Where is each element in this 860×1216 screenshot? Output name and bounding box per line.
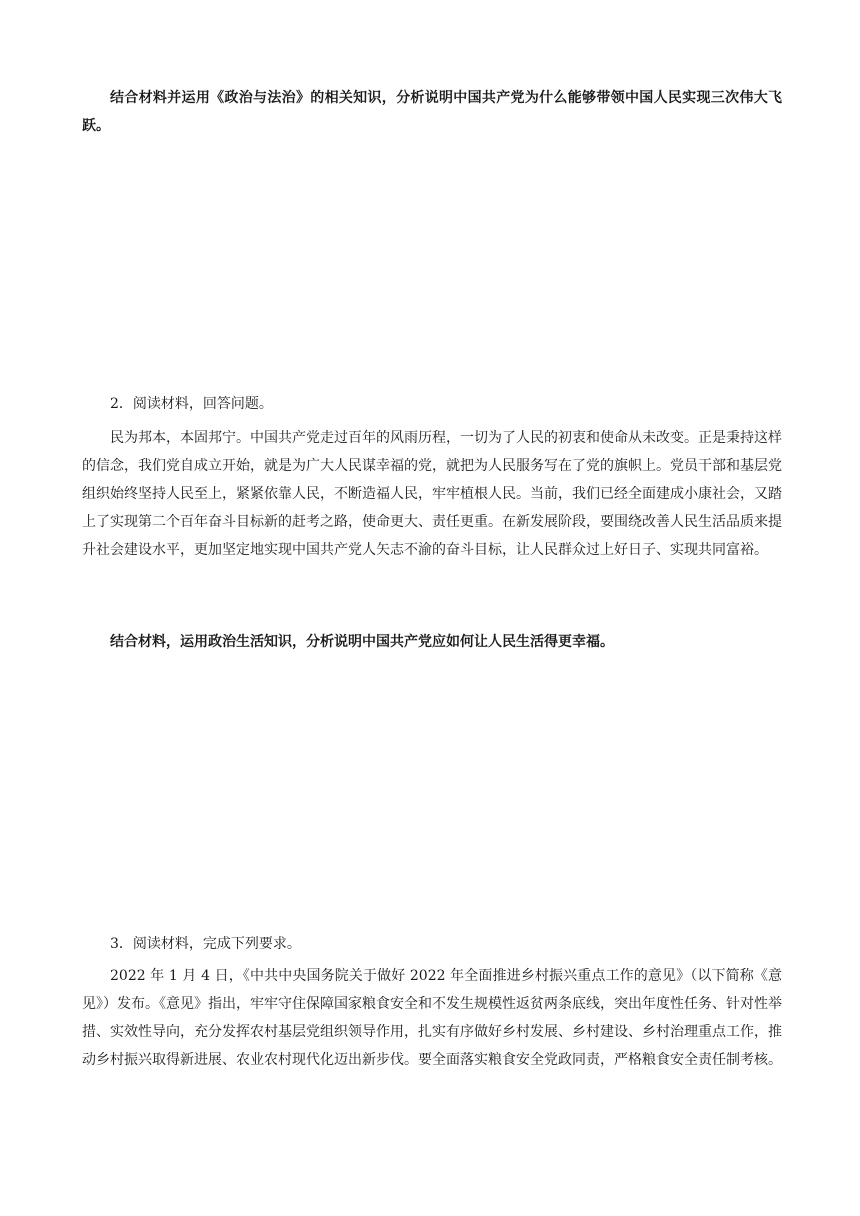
document-page <box>82 0 782 1216</box>
question-3-header: 3．阅读材料，完成下列要求。 <box>110 936 301 952</box>
question-2-material: 民为邦本，本固邦宁。中国共产党走过百年的风雨历程，一切为了人民的初衷和使命从未改变。正是秉持这样的信念，我们党自成立开始，就是为广大人民谋幸福的党，就把为人民服务写在了党的旗帜上。党员干部和基层党组织始终坚持人民至上，紧紧依靠人民，不断造福人民，牢牢植根人民。当前，我们已经全面建成小康社会，又踏上了实现第二个百年奋斗目标新的赶考之路，使命更大、责任更重。在新发展阶段，要围绕改善人民生活品质来提升社会建设水平，更加坚定地实现中国共产党人矢志不渝的奋斗目标，让人民群众过上好日子、实现共同富裕。 <box>82 430 782 558</box>
question-3-material: 2022 年 1 月 4 日，《中共中央国务院关于做好 2022 年全面推进乡村振兴重点工作的意见》（以下简称《意见》）发布。《意见》指出，牢牢守住保障国家粮食安全和不发生规模性返贫两条底线，突出年度性任务、针对性举措、实效性导向，充分发挥农村基层党组织领导作用，扎实有序做好乡村发展、乡村建设、乡村治理重点工作，推动乡村振兴取得新进展、农业农村现代化迈出新步伐。要全面落实粮食安全党政同责，严格粮食安全责任制考核。 <box>82 968 782 1068</box>
question-1-prompt: 结合材料并运用《政治与法治》的相关知识，分析说明中国共产党为什么能够带领中国人民实现三次伟大飞跃。 <box>82 90 782 134</box>
question-2-header: 2．阅读材料，回答问题。 <box>110 396 273 412</box>
question-2-prompt: 结合材料，运用政治生活知识，分析说明中国共产党应如何让人民生活得更幸福。 <box>110 634 614 650</box>
